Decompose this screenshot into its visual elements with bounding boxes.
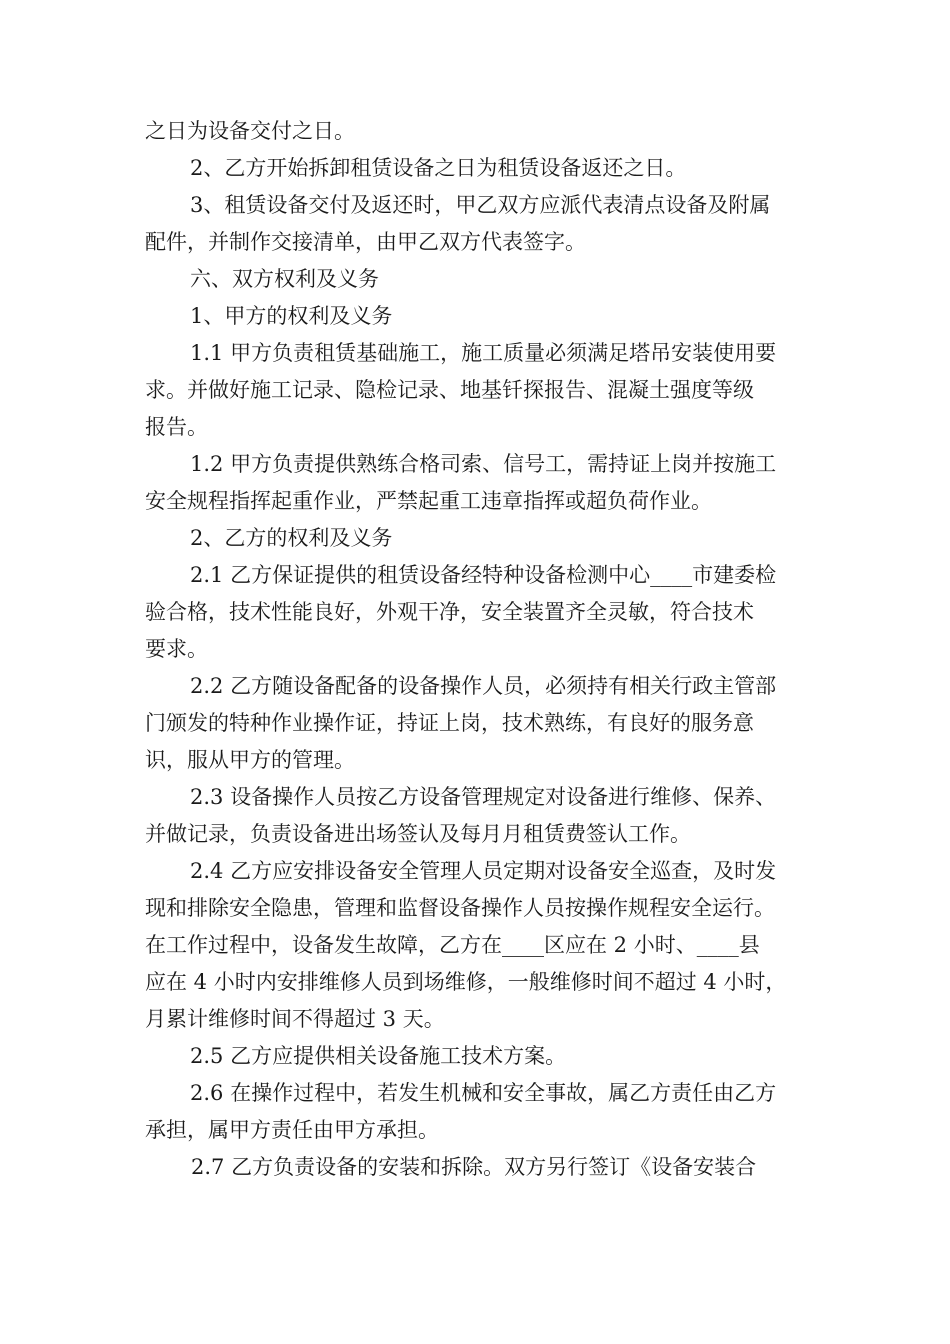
text-line: 之日为设备交付之日。 bbox=[145, 119, 355, 143]
text-line: 现和排除安全隐患，管理和监督设备操作人员按操作规程安全运行。 bbox=[145, 896, 775, 920]
text-line: 安全规程指挥起重作业，严禁起重工违章指挥或超负荷作业。 bbox=[145, 489, 712, 513]
text-line: 3、租赁设备交付及返还时，甲乙双方应派代表清点设备及附属 bbox=[190, 193, 771, 217]
text-line: 门颁发的特种作业操作证，持证上岗，技术熟练，有良好的服务意 bbox=[145, 711, 754, 735]
text-line: 1.1 甲方负责租赁基础施工，施工质量必须满足塔吊安装使用要 bbox=[190, 341, 777, 365]
text-line: 2.5 乙方应提供相关设备施工技术方案。 bbox=[190, 1044, 567, 1068]
text-line: 2.1 乙方保证提供的租赁设备经特种设备检测中心____市建委检 bbox=[190, 563, 777, 587]
text-line: 验合格，技术性能良好，外观干净，安全装置齐全灵敏，符合技术 bbox=[145, 600, 754, 624]
section-heading: 六、双方权利及义务 bbox=[190, 267, 379, 291]
text-line: 并做记录，负责设备进出场签认及每月月租赁费签认工作。 bbox=[145, 822, 691, 846]
text-line: 配件，并制作交接清单，由甲乙双方代表签字。 bbox=[145, 230, 586, 254]
text-line: 2.2 乙方随设备配备的设备操作人员，必须持有相关行政主管部 bbox=[190, 674, 777, 698]
text-line: 在工作过程中，设备发生故障，乙方在____区应在 2 小时、____县 bbox=[145, 933, 760, 957]
text-line: 承担，属甲方责任由甲方承担。 bbox=[145, 1118, 439, 1142]
text-line: 1.2 甲方负责提供熟练合格司索、信号工，需持证上岗并按施工 bbox=[190, 452, 777, 476]
text-line: 识，服从甲方的管理。 bbox=[145, 748, 355, 772]
text-line: 报告。 bbox=[145, 415, 208, 439]
text-line: 月累计维修时间不得超过 3 天。 bbox=[145, 1007, 445, 1031]
text-line: 求。并做好施工记录、隐检记录、地基钎探报告、混凝土强度等级 bbox=[145, 378, 754, 402]
subsection-heading: 1、甲方的权利及义务 bbox=[190, 304, 393, 328]
text-line: 2.7 乙方负责设备的安装和拆除。双方另行签订《设备安装合 bbox=[191, 1155, 757, 1179]
text-line: 2、乙方开始拆卸租赁设备之日为租赁设备返还之日。 bbox=[190, 156, 687, 180]
text-line: 2.3 设备操作人员按乙方设备管理规定对设备进行维修、保养、 bbox=[190, 785, 777, 809]
text-line: 2.6 在操作过程中，若发生机械和安全事故，属乙方责任由乙方 bbox=[190, 1081, 777, 1105]
subsection-heading: 2、乙方的权利及义务 bbox=[190, 526, 393, 550]
text-line: 要求。 bbox=[145, 637, 208, 661]
text-line: 2.4 乙方应安排设备安全管理人员定期对设备安全巡查，及时发 bbox=[190, 859, 777, 883]
document-body bbox=[145, 113, 810, 1186]
text-line: 应在 4 小时内安排维修人员到场维修，一般维修时间不超过 4 小时， bbox=[145, 970, 787, 994]
